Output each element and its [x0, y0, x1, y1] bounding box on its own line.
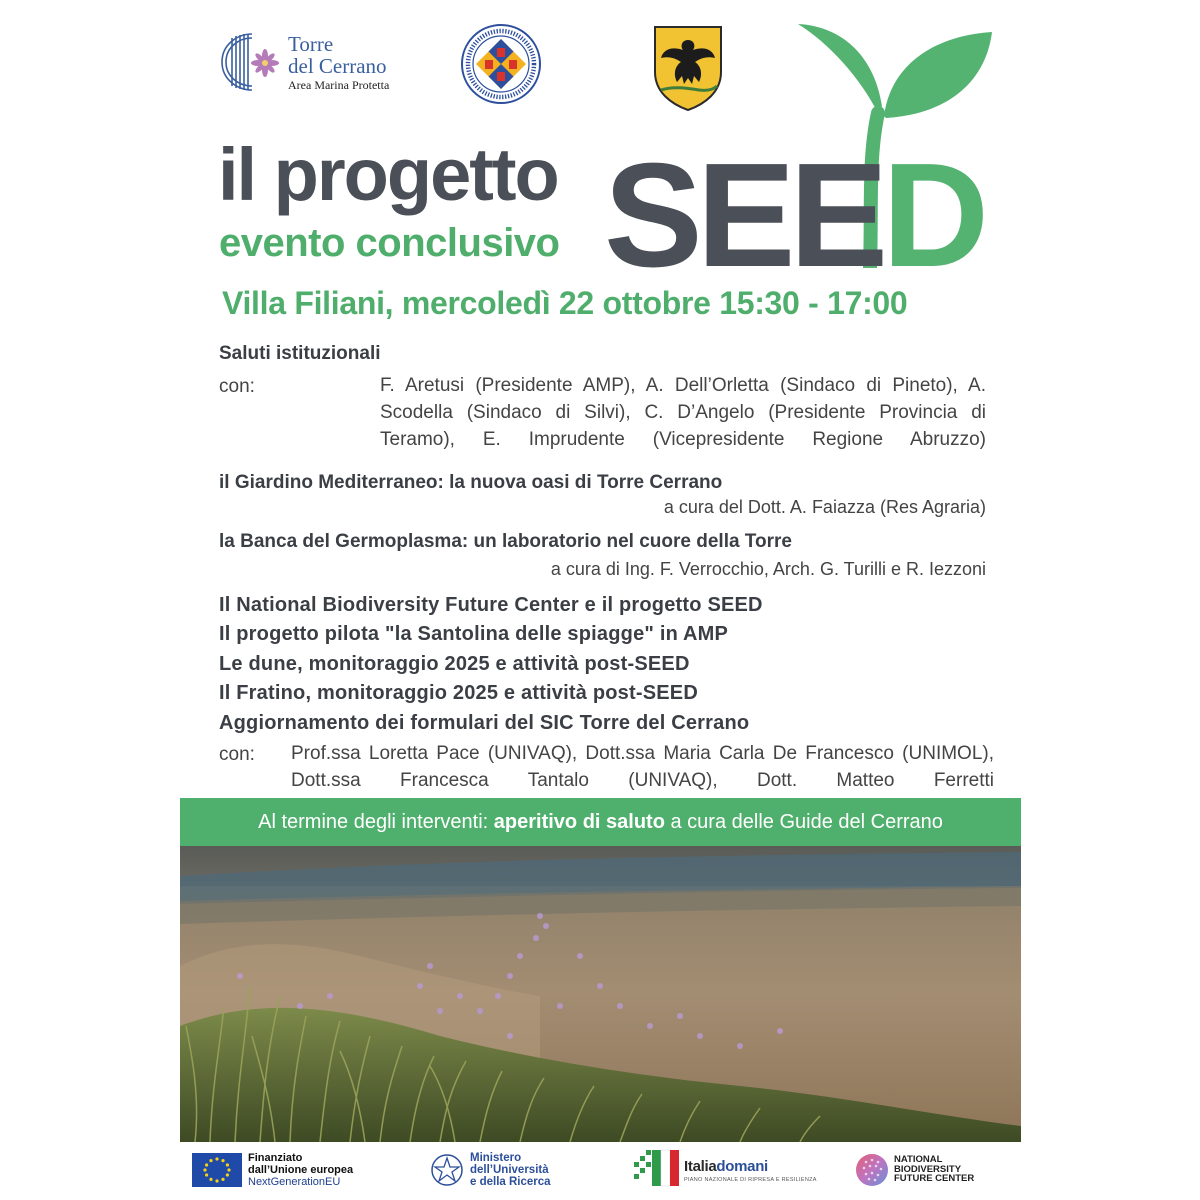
- nbfc-globe-icon: [854, 1146, 890, 1194]
- mur-line2: dell’Università: [470, 1164, 549, 1176]
- nbfc-text: [894, 1155, 974, 1184]
- banca-heading: la Banca del Germoplasma: un laboratorio nel cuore della Torre: [219, 531, 792, 552]
- eu-line1: Finanziato: [248, 1152, 303, 1164]
- final-con-label: con:: [219, 744, 255, 765]
- title-il-progetto: il progetto: [218, 133, 558, 216]
- italia-domani-text: [684, 1158, 768, 1175]
- program-item: Le dune, monitoraggio 2025 e attività post-SEED: [219, 653, 690, 675]
- aperitivo-banner: [180, 798, 1021, 846]
- funding-footer: [180, 1146, 1021, 1196]
- nbfc-line2: BIODIVERSITY: [894, 1163, 962, 1175]
- italia-part2: domani: [716, 1158, 768, 1175]
- italia-part1: Italia: [684, 1158, 717, 1175]
- saluti-heading: Saluti istituzionali: [219, 343, 381, 364]
- program-item: Il Fratino, monitoraggio 2025 e attività post-SEED: [219, 682, 698, 704]
- seed-letter-d: D: [882, 133, 984, 298]
- mur-text: [470, 1152, 551, 1188]
- seed-letters-see: SEE: [604, 133, 883, 298]
- program-item: Aggiornamento dei formulari del SIC Torre del Cerrano: [219, 712, 750, 734]
- final-speakers: Prof.ssa Loretta Pace (UNIVAQ), Dott.ssa Maria Carla De Francesco (UNIMOL), Dott.ssa Francesca Tantalo (UNIVAQ), Dott. Matteo Ferretti: [291, 743, 994, 791]
- saluti-speakers: F. Aretusi (Presidente AMP), A. Dell’Orletta (Sindaco di Pineto), A. Scodella (Sindaco di Silvi), C. D’Angelo (Presidente Provincia di Teramo), E. Imprudente (Vicepresidente Regione Abruzzo): [380, 375, 986, 450]
- banner-suffix: a cura delle Guide del Cerrano: [664, 811, 943, 833]
- torre-del-cerrano-logo: [218, 30, 428, 96]
- banner-prefix: Al termine degli interventi:: [258, 811, 494, 833]
- wave-lines-icon: [218, 32, 280, 92]
- eu-flag-icon: [192, 1153, 242, 1187]
- saluti-con-label: con:: [219, 376, 255, 397]
- eu-line2: dall’Unione europea: [248, 1164, 354, 1176]
- program-item: Il National Biodiversity Future Center e il progetto SEED: [219, 594, 763, 616]
- title-evento-conclusivo: evento conclusivo: [219, 221, 560, 265]
- nbfc-line1: NATIONAL: [894, 1154, 943, 1165]
- mur-line3: e della Ricerca: [470, 1176, 551, 1188]
- provincial-coat-of-arms-icon: [651, 24, 725, 112]
- eu-line3: NextGenerationEU: [248, 1176, 341, 1188]
- banner-bold: aperitivo di saluto: [493, 811, 665, 833]
- giardino-cura: a cura del Dott. A. Faiazza (Res Agraria): [663, 497, 986, 517]
- event-date-location: Villa Filiani, mercoledì 22 ottobre 15:30 - 17:00: [222, 285, 908, 321]
- seed-logo-word: [604, 133, 984, 298]
- torre-logo-line2: del Cerrano: [288, 54, 387, 78]
- torre-logo-line1: Torre: [288, 32, 334, 56]
- italia-domani-subtitle: PIANO NAZIONALE DI RIPRESA E RESILIENZA: [684, 1177, 817, 1183]
- banca-cura: a cura di Ing. F. Verrocchio, Arch. G. Turilli e R. Iezzoni: [550, 559, 986, 579]
- university-seal-icon: [460, 23, 542, 105]
- nbfc-line3: FUTURE CENTER: [894, 1173, 975, 1184]
- mur-line1: Ministero: [470, 1152, 522, 1164]
- eu-funding-text: [248, 1152, 353, 1188]
- dune-photo: [180, 846, 1021, 1142]
- giardino-heading: il Giardino Mediterraneo: la nuova oasi di Torre Cerrano: [219, 472, 723, 493]
- program-item: Il progetto pilota "la Santolina delle spiagge" in AMP: [219, 623, 729, 645]
- italia-domani-icon: [632, 1146, 682, 1194]
- italian-republic-emblem-icon: [430, 1146, 464, 1194]
- torre-logo-line3: Area Marina Protetta: [288, 78, 390, 92]
